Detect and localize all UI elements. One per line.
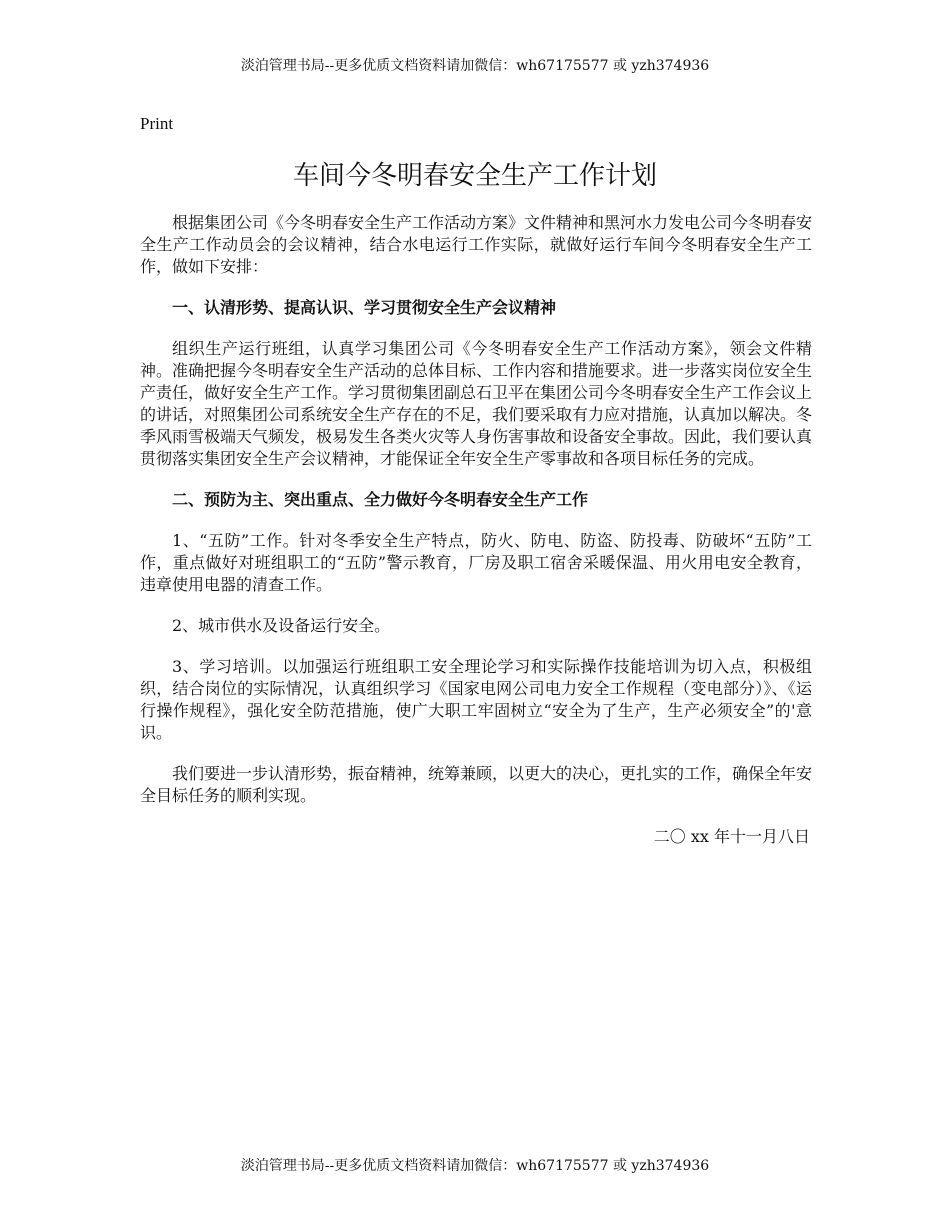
page-header-note: 淡泊管理书局--更多优质文档资料请加微信：wh67175577 或 yzh374936: [240, 58, 710, 74]
section-2-item-1: 1、“五防”工作。针对冬季安全生产特点，防火、防电、防盗、防投毒、防破坏“五防”工作，重点做好对班组职工的“五防”警示教育，厂房及职工宿舍采暖保温、用火用电安全教育，违章使用电器的清查工作。: [140, 531, 812, 594]
page-footer-note: 淡泊管理书局--更多优质文档资料请加微信：wh67175577 或 yzh374936: [240, 1158, 710, 1174]
section-2-heading: 二、预防为主、突出重点、全力做好今冬明春安全生产工作: [172, 490, 589, 509]
section-1-paragraph: 组织生产运行班组，认真学习集团公司《今冬明春安全生产工作活动方案》，领会文件精神。准确把握今冬明春安全生产活动的总体目标、工作内容和措施要求。进一步落实岗位安全生产责任，做好安全生产工作。学习贯彻集团副总石卫平在集团公司今冬明春安全生产工作会议上的讲话，对照集团公司系统安全生产存在的不足，我们要采取有力应对措施，认真加以解决。冬季风雨雪极端天气频发，极易发生各类火灾等人身伤害事故和设备安全事故。因此，我们要认真贯彻落实集团安全生产会议精神，才能保证全年安全生产零事故和各项目标任务的完成。: [140, 339, 813, 468]
print-label: Print: [140, 114, 174, 133]
intro-paragraph: 根据集团公司《今冬明春安全生产工作活动方案》文件精神和黑河水力发电公司今冬明春安全生产工作动员会的会议精神，结合水电运行工作实际，就做好运行车间今冬明春安全生产工作，做如下安排：: [140, 213, 813, 276]
document-body: [140, 212, 812, 848]
section-1-heading: 一、认清形势、提高认识、学习贯彻安全生产会议精神: [172, 298, 557, 317]
closing-paragraph: 我们要进一步认清形势，振奋精神，统筹兼顾，以更大的决心，更扎实的工作，确保全年安全目标任务的顺利实现。: [140, 764, 813, 805]
document-title: 车间今冬明春安全生产工作计划: [292, 161, 657, 191]
section-2-item-2: 2、城市供水及设备运行安全。: [172, 616, 391, 635]
signature-date: 二〇 xx 年十一月八日: [653, 827, 810, 846]
section-2-item-3: 3、学习培训。以加强运行班组职工安全理论学习和实际操作技能培训为切入点，积极组织，结合岗位的实际情况，认真组织学习《国家电网公司电力安全工作规程（变电部分）》、《运行操作规程》，强化安全防范措施，使广大职工牢固树立“安全为了生产，生产必须安全”的'意识。: [140, 657, 812, 742]
